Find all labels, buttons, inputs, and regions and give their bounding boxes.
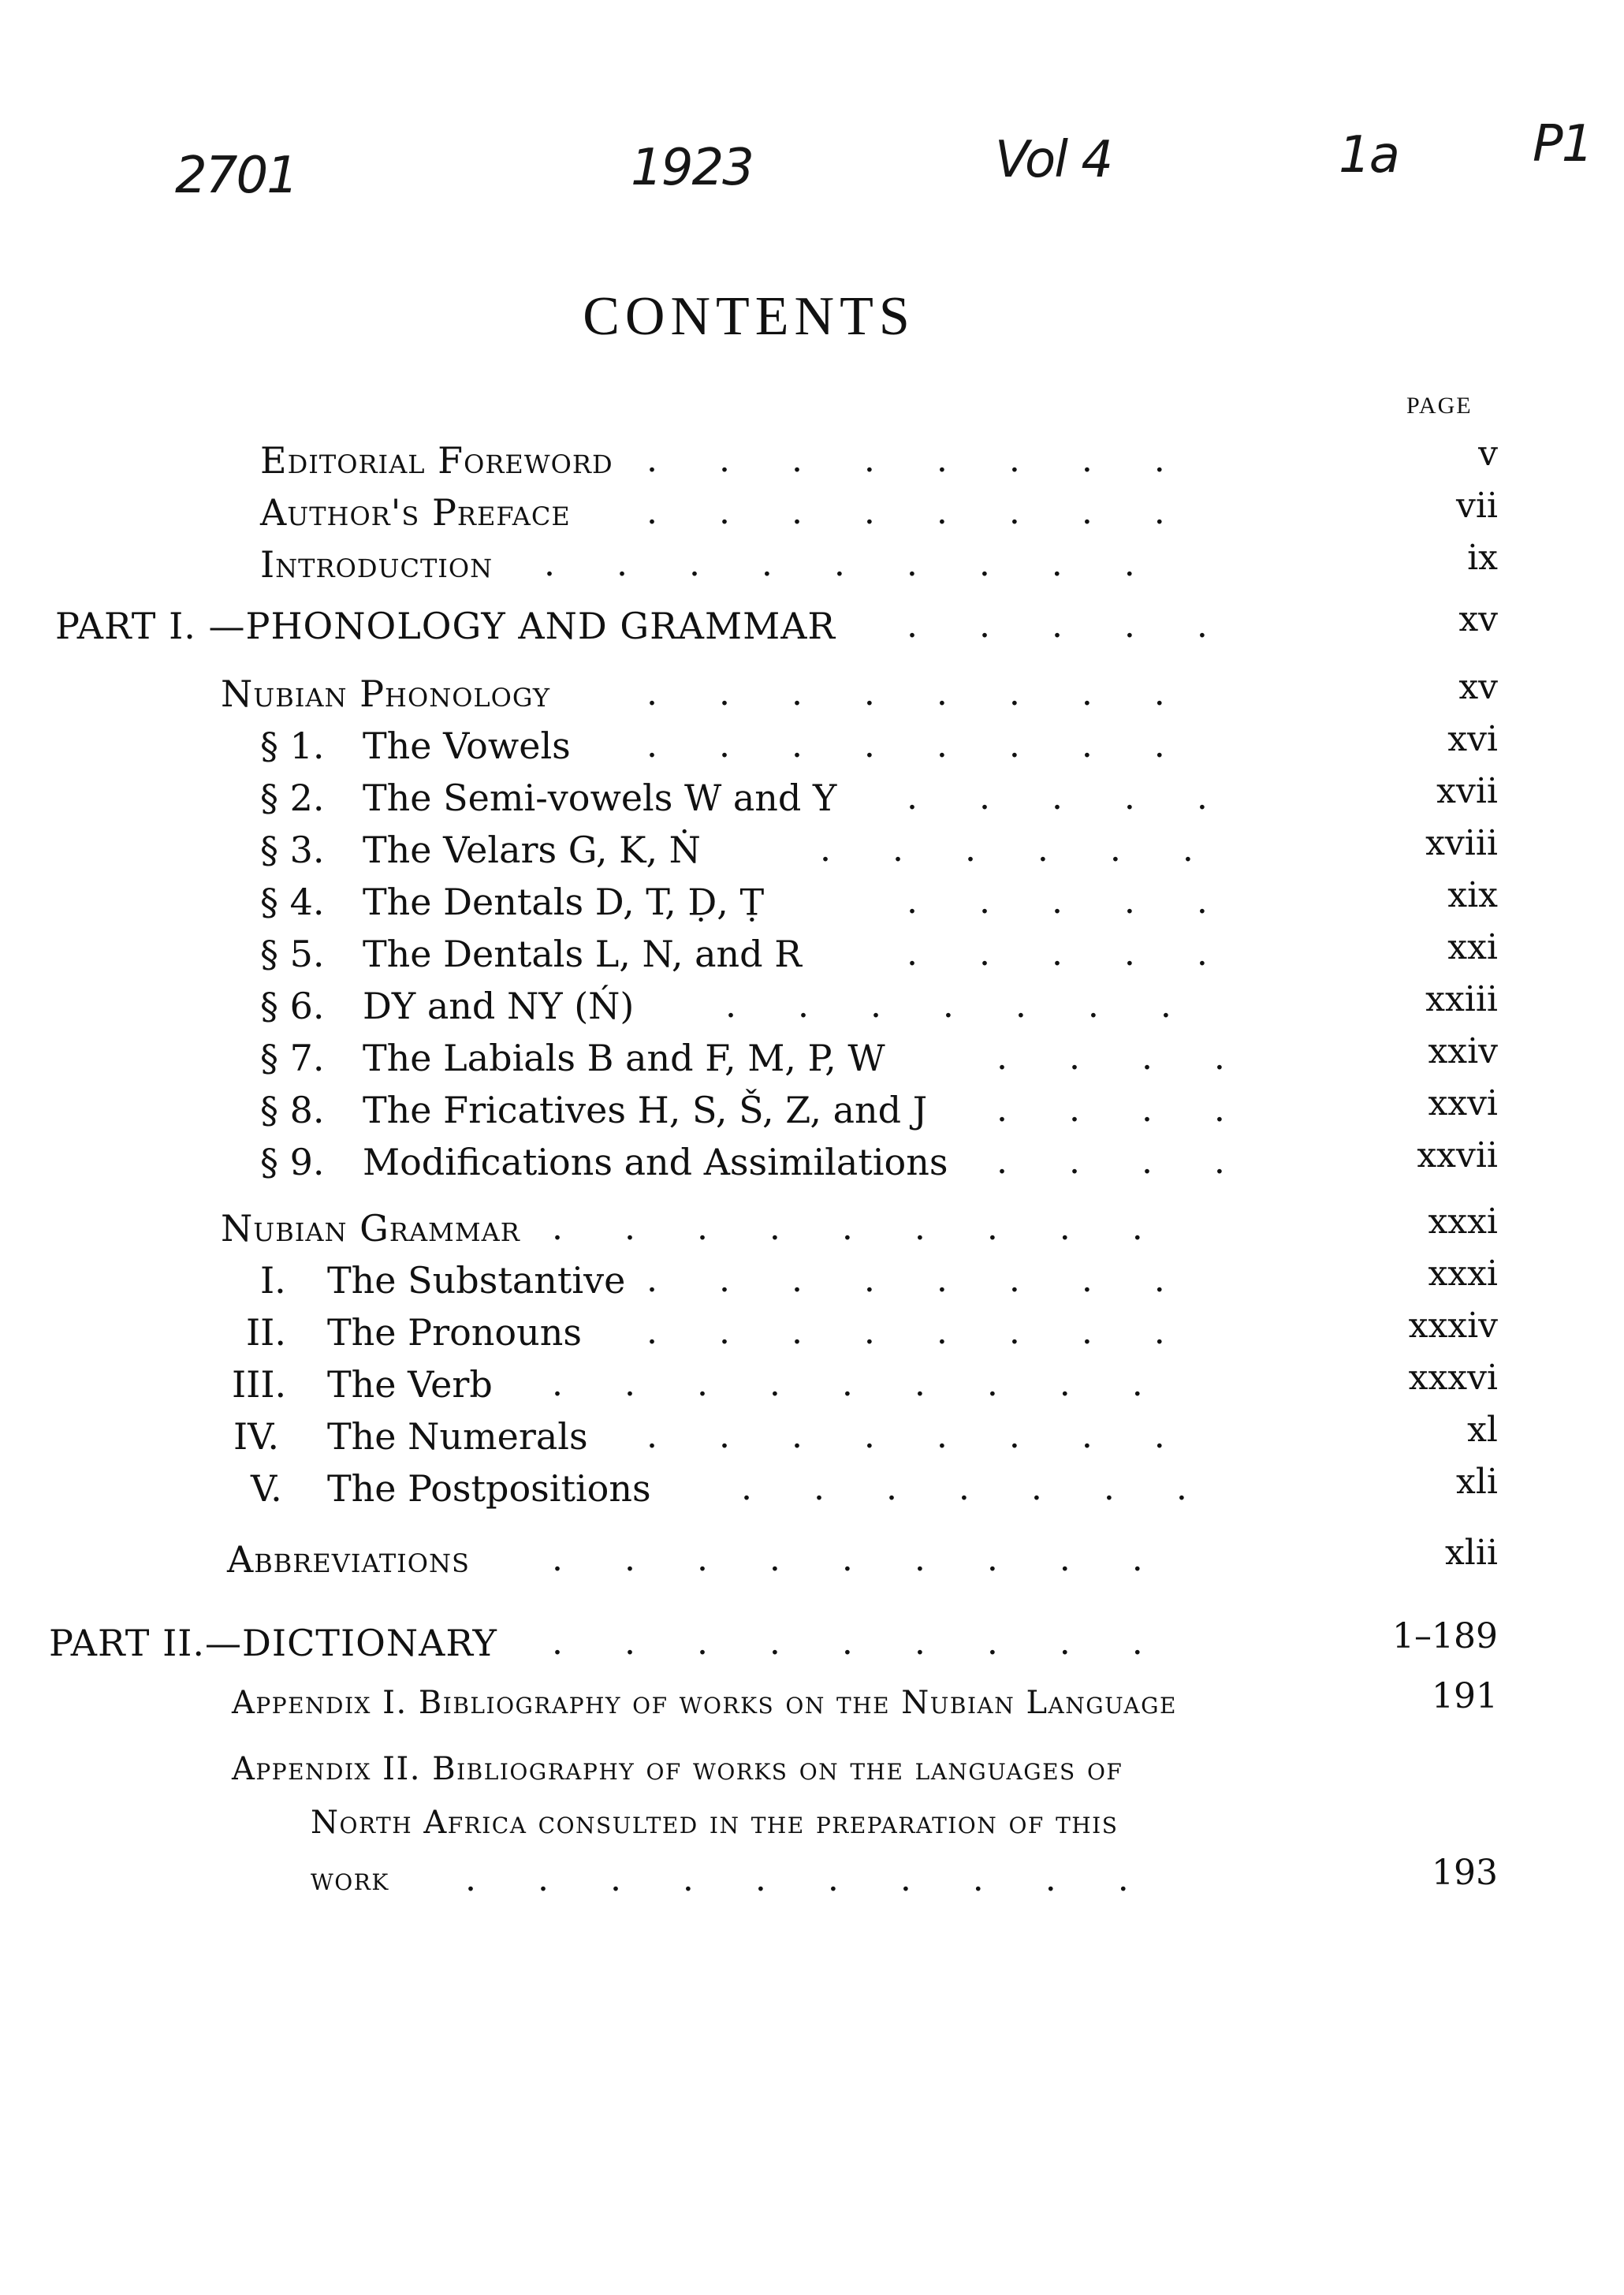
section-number: § 1. — [260, 725, 325, 767]
toc-entry-label: The Vowels — [363, 725, 571, 767]
toc-entry-label: The Labials B and F, M, P, W — [363, 1037, 885, 1079]
toc-entry-label: The Velars G, K, Ṅ — [363, 829, 701, 871]
toc-subentry — [0, 1135, 1624, 1195]
toc-entry-label: Editorial Foreword — [260, 439, 613, 482]
toc-part-entry — [0, 599, 1624, 659]
toc-entry-label: The Substantive — [327, 1259, 626, 1302]
page-title: CONTENTS — [583, 286, 915, 347]
toc-entry-label: Modifications and Assimilations — [363, 1141, 948, 1183]
leader-dots: . . . . — [996, 1038, 1225, 1078]
leader-dots: . . . . . . . — [741, 1468, 1187, 1508]
toc-entry-page: xxxi — [1428, 1202, 1498, 1242]
toc-entry-label: The Pronouns — [327, 1311, 582, 1354]
toc-entry-page: xviii — [1425, 823, 1498, 863]
toc-entry-label: The Dentals L, N, and R — [363, 933, 802, 975]
toc-entry-page: 191 — [1432, 1676, 1498, 1716]
toc-entry-page: 193 — [1432, 1853, 1498, 1893]
toc-entry-page: xxiii — [1425, 979, 1498, 1019]
section-number: § 8. — [260, 1089, 325, 1131]
toc-entry-page: v — [1478, 434, 1498, 474]
toc-appendix-entry-continued — [0, 1853, 1624, 1913]
handwritten-volume: Vol 4 — [995, 131, 1112, 189]
toc-entry-label: Introduction — [260, 543, 494, 586]
toc-entry-label: The Semi-vowels W and Y — [363, 777, 837, 819]
toc-entry-page: xxiv — [1428, 1031, 1498, 1071]
section-number: I. — [260, 1259, 286, 1302]
section-number: V. — [251, 1467, 282, 1510]
toc-part-entry — [0, 1616, 1624, 1676]
toc-entry-label: work — [311, 1861, 389, 1898]
toc-entry-page: xxi — [1447, 927, 1498, 967]
leader-dots: . . . . . . . . . — [552, 1623, 1143, 1663]
toc-entry-label: Author's Preface — [260, 491, 571, 534]
toc-entry-label: The Dentals D, T, Ḍ, Ṭ — [363, 881, 765, 923]
leader-dots: . . . . . . . . . — [552, 1539, 1143, 1579]
leader-dots: . . . . . . . . — [646, 673, 1165, 713]
leader-dots: . . . . . — [907, 777, 1208, 818]
toc-entry-label: North Africa consulted in the preparation of this — [311, 1805, 1119, 1841]
leader-dots: . . . . . . . . — [646, 725, 1165, 766]
toc-entry-page: xxvii — [1417, 1135, 1498, 1175]
section-number: § 5. — [260, 933, 325, 975]
toc-entry-page: xl — [1467, 1410, 1498, 1450]
toc-entry-page: xxxvi — [1408, 1358, 1498, 1398]
toc-entry-page: vii — [1455, 486, 1498, 526]
leader-dots: . . . . . — [907, 881, 1208, 922]
leader-dots: . . . . . . . — [725, 985, 1171, 1026]
leader-dots: . . . . . . . . — [646, 440, 1165, 480]
section-number: § 6. — [260, 985, 325, 1027]
toc-entry-page: xlii — [1444, 1533, 1498, 1573]
toc-entry-label: Appendix I. Bibliography of works on the Nubian Language — [232, 1685, 1177, 1721]
leader-dots: . . . . — [996, 1142, 1225, 1182]
leader-dots: . . . . . . . . . — [544, 544, 1135, 584]
toc-entry-page: xxxiv — [1408, 1306, 1498, 1346]
section-number: III. — [232, 1363, 287, 1406]
handwritten-note-1a: 1a — [1339, 126, 1399, 184]
section-number: § 3. — [260, 829, 325, 871]
toc-part-label: PART I. —PHONOLOGY AND GRAMMAR — [55, 605, 836, 647]
toc-entry-label: Appendix II. Bibliography of works on the languages of — [232, 1751, 1123, 1787]
section-number: IV. — [233, 1415, 279, 1458]
leader-dots: . . . . . — [907, 933, 1208, 974]
toc-entry-label: The Fricatives H, S, Š, Z, and J — [363, 1089, 928, 1131]
toc-entry-page: xv — [1458, 667, 1498, 707]
leader-dots: . . . . . . . . . . — [465, 1859, 1129, 1899]
toc-entry-page: xli — [1456, 1462, 1498, 1502]
toc-entry-page: xxvi — [1428, 1083, 1498, 1123]
leader-dots: . . . . . . . . — [646, 1416, 1165, 1456]
toc-appendix-entry-continued — [0, 1801, 1624, 1856]
toc-part-label: PART II.—DICTIONARY — [49, 1622, 497, 1664]
section-number: § 9. — [260, 1141, 325, 1183]
toc-entry-page: xv — [1458, 599, 1498, 639]
handwritten-call-number: 2701 — [175, 147, 297, 205]
toc-entry-label: Nubian Grammar — [221, 1207, 520, 1250]
toc-appendix-entry — [0, 1747, 1624, 1802]
toc-entry-page: 1–189 — [1392, 1616, 1498, 1656]
toc-entry — [0, 538, 1624, 598]
toc-entry-page: ix — [1467, 538, 1498, 578]
toc-entry-page: xvi — [1447, 719, 1498, 759]
leader-dots: . . . . . . . . — [646, 492, 1165, 532]
handwritten-year: 1923 — [631, 139, 753, 197]
toc-entry — [0, 1533, 1624, 1593]
toc-entry-label: Abbreviations — [227, 1538, 470, 1581]
toc-entry-label: The Verb — [327, 1363, 493, 1406]
leader-dots: . . . . . . . . . — [552, 1364, 1143, 1404]
leader-dots: . . . . . . . . — [646, 1312, 1165, 1352]
handwritten-note-p1: P1 — [1533, 115, 1592, 173]
toc-entry-label: The Postpositions — [327, 1467, 651, 1510]
toc-entry-page: xvii — [1436, 771, 1498, 811]
leader-dots: . . . . . — [907, 605, 1208, 646]
leader-dots: . . . . . . . . — [646, 1260, 1165, 1300]
page-column-header: PAGE — [1406, 393, 1473, 419]
toc-entry-page: xxxi — [1428, 1254, 1498, 1294]
toc-appendix-entry — [0, 1676, 1624, 1736]
section-number: § 7. — [260, 1037, 325, 1079]
leader-dots: . . . . . . . . . — [552, 1208, 1143, 1248]
section-number: § 4. — [260, 881, 325, 923]
leader-dots: . . . . — [996, 1090, 1225, 1130]
section-number: § 2. — [260, 777, 325, 819]
toc-entry-page: xix — [1447, 875, 1498, 915]
toc-subentry — [0, 1462, 1624, 1522]
toc-entry-label: Nubian Phonology — [221, 672, 551, 715]
section-number: II. — [246, 1311, 286, 1354]
leader-dots: . . . . . . — [820, 829, 1194, 870]
toc-entry-label: DY and NY (Ń) — [363, 985, 635, 1027]
toc-entry-label: The Numerals — [327, 1415, 588, 1458]
